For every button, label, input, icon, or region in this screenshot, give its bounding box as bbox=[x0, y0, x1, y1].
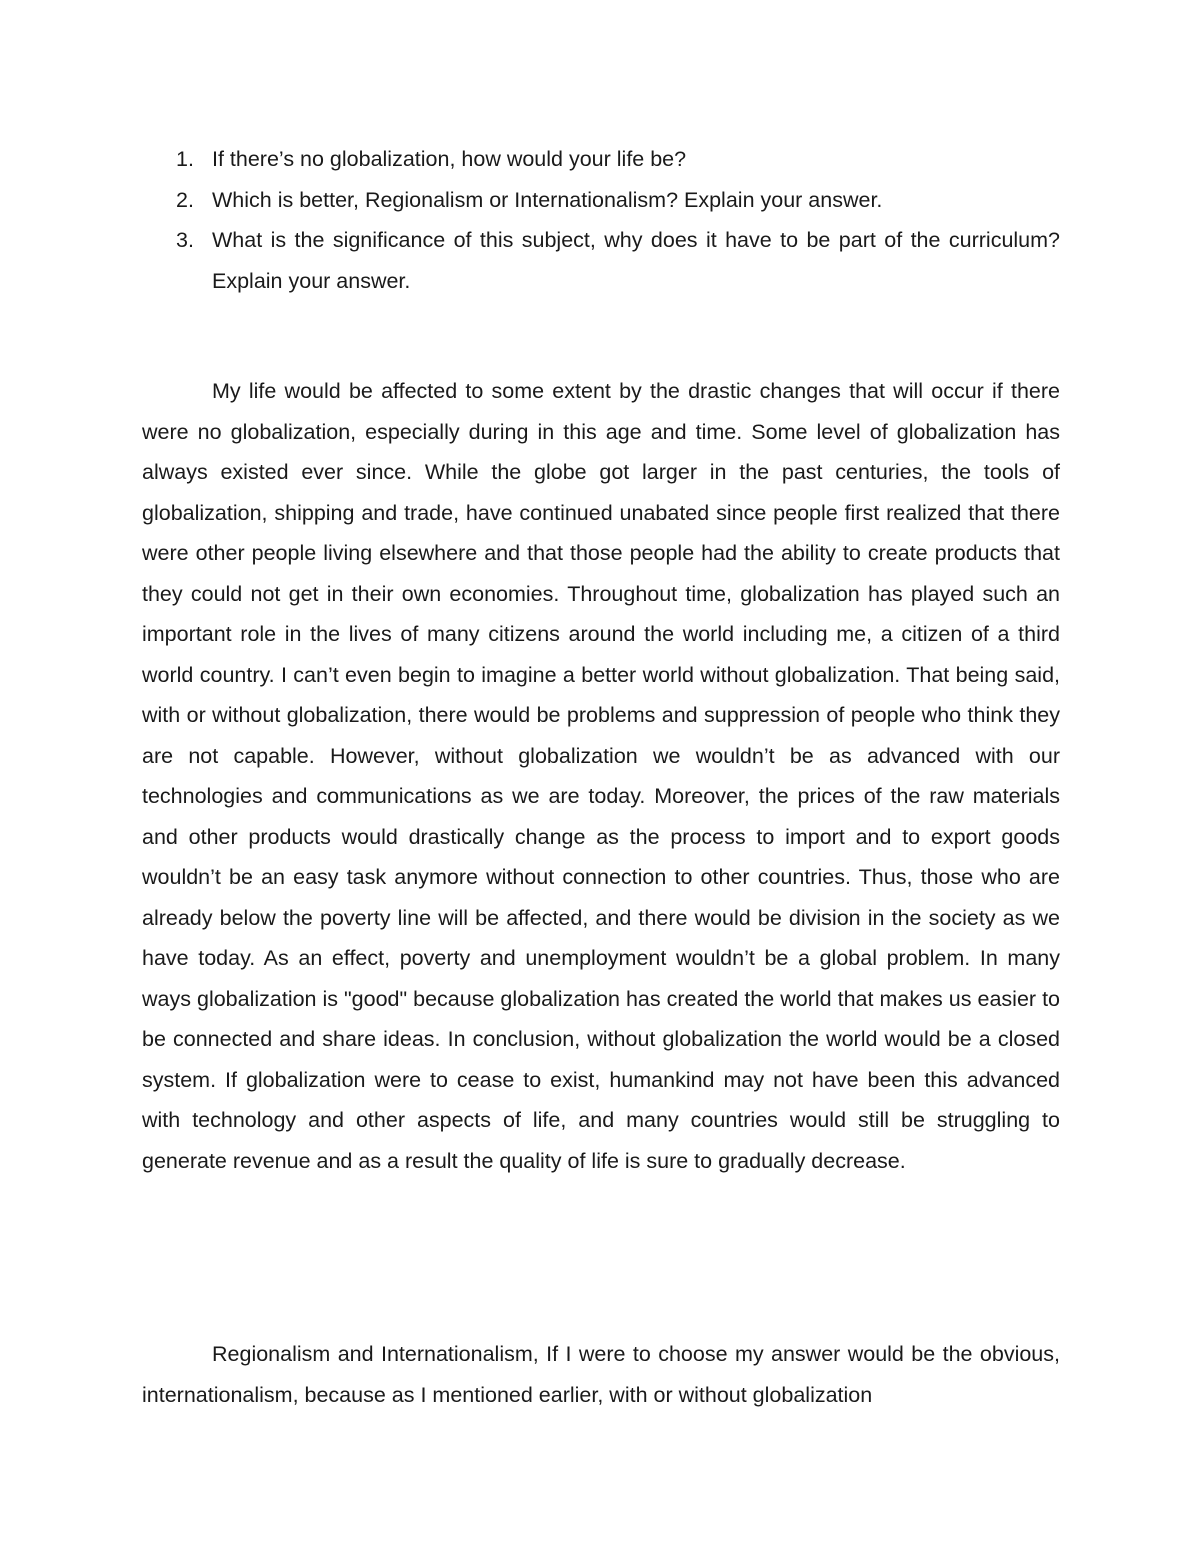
question-item bbox=[142, 220, 1060, 301]
question-item bbox=[142, 139, 1060, 180]
question-list bbox=[142, 139, 1060, 301]
question-text: What is the significance of this subject, why does it have to be part of the curriculum? Explain your answer. bbox=[212, 228, 1060, 293]
question-text: If there’s no globalization, how would your life be? bbox=[212, 147, 687, 171]
question-number: 2. bbox=[176, 187, 194, 212]
question-number: 3. bbox=[176, 228, 194, 252]
essay-paragraph-regionalism: Regionalism and Internationalism, If I were to choose my answer would be the obvious, internationalism, because as I mentioned earlier, with or without globalization bbox=[142, 1342, 1060, 1407]
question-number: 1. bbox=[176, 147, 194, 171]
question-item bbox=[142, 180, 1060, 221]
essay-paragraph-globalization: My life would be affected to some extent by the drastic changes that will occur if there were no globalization, especially during in this age and time. Some level of globalization has always existed ever since. While the globe got larger in the past centuries, the tools of globalization, shipping and trade, have continued unabated since people first realized that there were other people living elsewhere and that those people had the ability to create products that they could not get in their own economies. Throughout time, globalization has played such an important role in the lives of many citizens around the world including me, a citizen of a third world country. I can’t even begin to imagine a better world without globalization. That being said, with or without globalization, there would be problems and suppression of people who think they are not capable. However, without globalization we wouldn’t be as advanced with our technologies and communications as we are today. Moreover, the prices of the raw materials and other products would drastically change as the process to import and to export goods wouldn’t be an easy task anymore without connection to other countries. Thus, those who are already below the poverty line will be affected, and there would be division in the society as we have today. As an effect, poverty and unemployment wouldn’t be a global problem. In many ways globalization is "good" because globalization has created the world that makes us easier to be connected and share ideas. In conclusion, without globalization the world would be a closed system. If globalization were to cease to exist, humankind may not have been this advanced with technology and other aspects of life, and many countries would still be struggling to generate revenue and as a result the quality of life is sure to gradually decrease. bbox=[142, 379, 1060, 1173]
question-text: Which is better, Regionalism or Internationalism? Explain your answer. bbox=[212, 187, 883, 212]
